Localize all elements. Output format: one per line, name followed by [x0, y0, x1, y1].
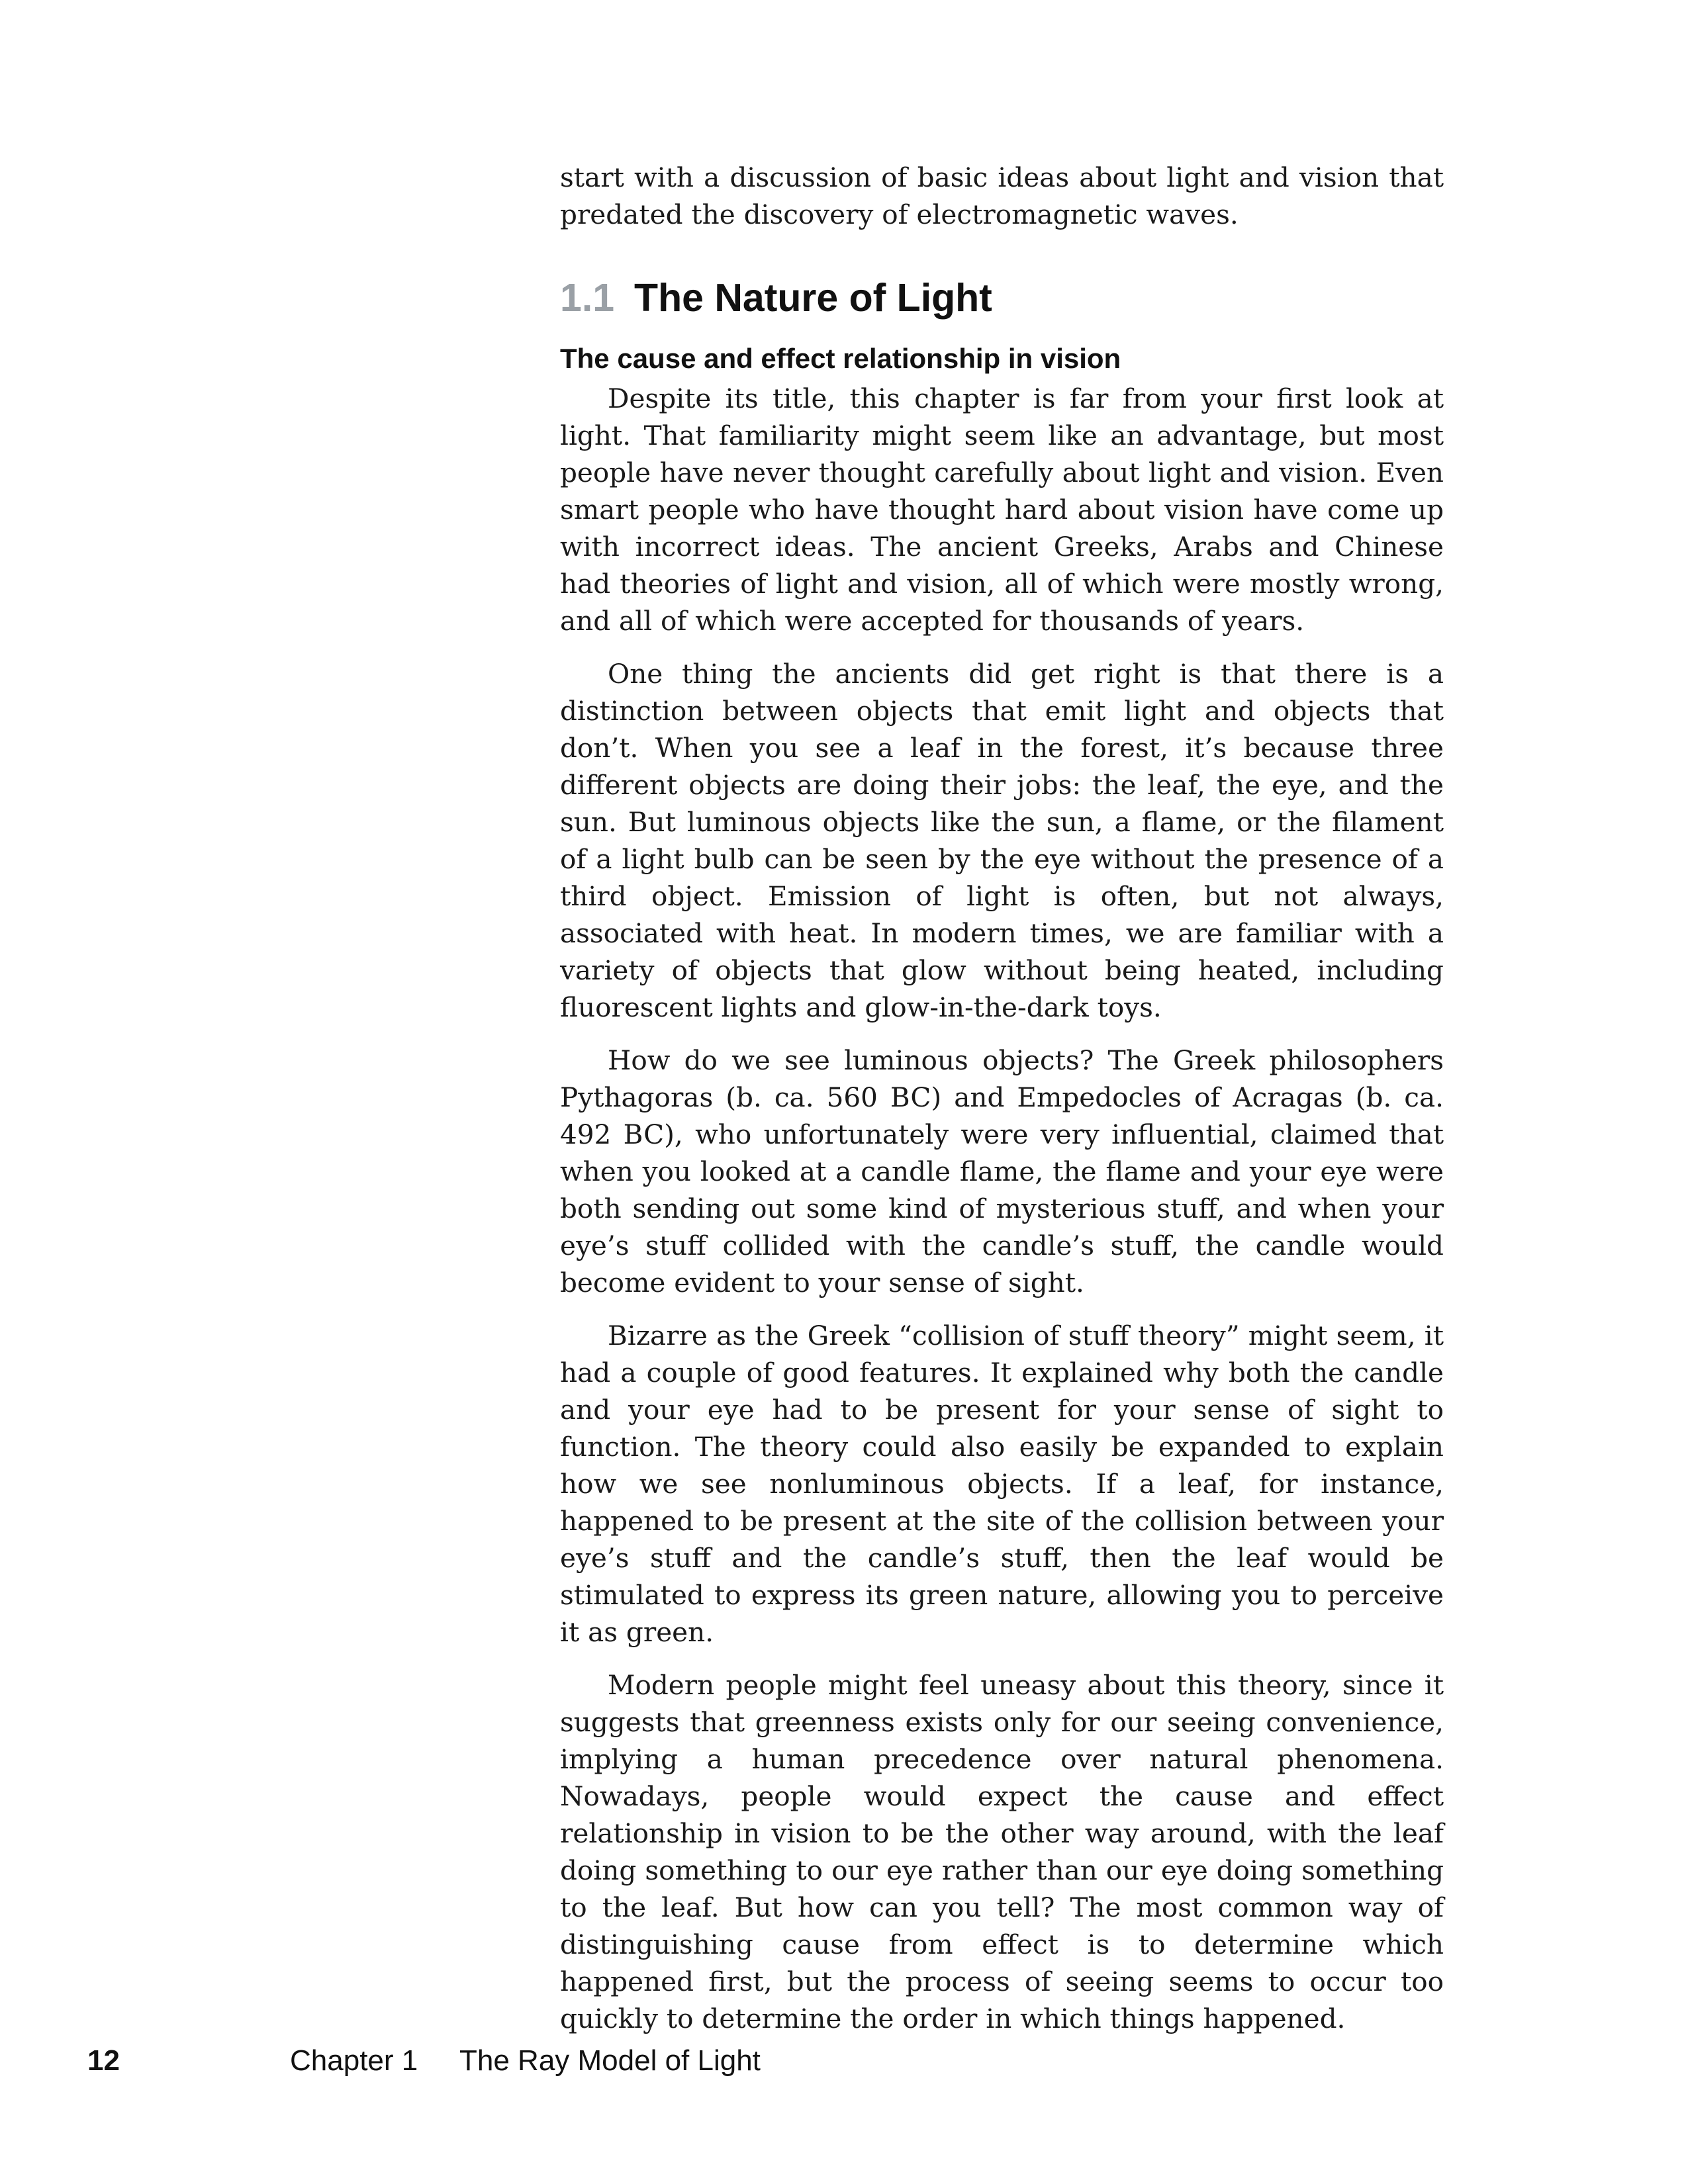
paragraph-5: Modern people might feel uneasy about this theory, since it suggests that greenness exists only for our seeing convenience, implying a human precedence over natural phenomena. Nowadays, people would expect the cause and effect relationship in vision to be the other way around, with the leaf doing something to our eye rather than our eye doing something to the leaf. But how can you tell? The most common way of distinguishing cause from effect is to determine which happened first, but the process of seeing seems to occur too quickly to determine the order in which things happened.	[560, 1669, 1444, 2034]
paragraph-1: Despite its title, this chapter is far from your first look at light. That familiarity might seem like an advantage, but most people have never thought carefully about light and vision. Even smart people who have thought hard about vision have come up with incorrect ideas. The ancient Greeks, Arabs and Chinese had theories of light and vision, all of which were mostly wrong, and all of which were accepted for thousands of years.	[560, 383, 1444, 637]
intro-paragraph: start with a discussion of basic ideas about light and vision that predated the discovery of electromagnetic waves.	[560, 161, 1444, 230]
paragraph-2: One thing the ancients did get right is that there is a distinction between objects that emit light and objects that don’t. When you see a leaf in the forest, it’s because three different objects are doing their jobs: the leaf, the eye, and the sun. But luminous objects like the sun, a flame, or the filament of a light bulb can be seen by the eye without the presence of a third object. Emission of light is often, but not always, associated with heat. In modern times, we are familiar with a variety of objects that glow without being heated, including fluorescent lights and glow-in-the-dark toys.	[560, 658, 1444, 1023]
section-title: The Nature of Light	[634, 276, 992, 320]
chapter-label: Chapter 1	[290, 2044, 418, 2077]
chapter-title: The Ray Model of Light	[459, 2044, 761, 2077]
section-number: 1.1	[560, 276, 615, 320]
main-text-column	[560, 159, 1444, 2037]
page-footer	[0, 2041, 1688, 2081]
paragraph-3: How do we see luminous objects? The Greek philosophers Pythagoras (b. ca. 560 BC) and Empedocles of Acragas (b. ca. 492 BC), who unfortunately were very influential, claimed that when you looked at a candle flame, the flame and your eye were both sending out some kind of mysterious stuff, and when your eye’s stuff collided with the candle’s stuff, the candle would become evident to your sense of sight.	[560, 1044, 1444, 1298]
paragraph-4: Bizarre as the Greek “collision of stuff theory” might seem, it had a couple of good features. It explained why both the candle and your eye had to be present for your sense of sight to function. The theory could also easily be expanded to explain how we see nonluminous objects. If a leaf, for instance, happened to be present at the site of the collision between your eye’s stuff and the candle’s stuff, then the leaf would be stimulated to express its green nature, allowing you to perceive it as green.	[560, 1320, 1444, 1648]
section-heading	[560, 274, 1444, 322]
page-number: 12	[87, 2044, 120, 2077]
subsection-heading: The cause and effect relationship in vision	[560, 343, 1121, 374]
